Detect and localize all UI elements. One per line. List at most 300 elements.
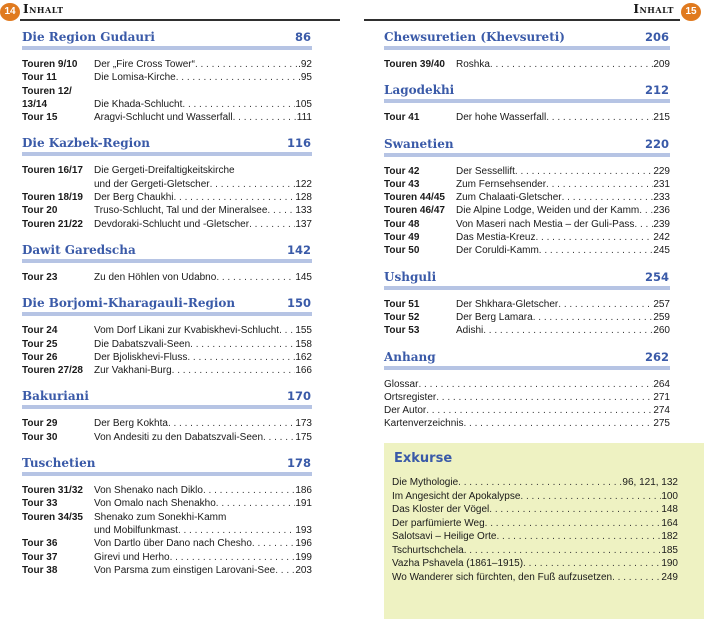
toc-right [384, 30, 670, 443]
toc-entry[interactable] [22, 204, 312, 217]
tour-label: Touren 39/40 [384, 59, 445, 70]
entry-page: 215 [653, 112, 670, 124]
toc-entry[interactable] [22, 58, 312, 71]
section-title: Swanetien [384, 136, 454, 151]
toc-entry[interactable] [384, 324, 670, 337]
toc-entry[interactable] [22, 71, 312, 84]
toc-entry[interactable] [22, 484, 312, 497]
tour-label: Tour 24 [22, 325, 58, 337]
tour-label: Tour 11 [22, 72, 57, 84]
exkurs-page: 185 [661, 544, 678, 556]
entry-body [384, 378, 670, 391]
entry-title: Von Andesiti zu den Dabatszvali-Seen [94, 431, 263, 443]
leader-dots [249, 218, 295, 231]
toc-entry[interactable] [22, 551, 312, 564]
toc-entry[interactable] [384, 298, 670, 311]
section-page: 116 [286, 136, 311, 151]
leader-dots [182, 98, 295, 111]
entry-title: Das Mestia-Kreuz [456, 232, 536, 244]
header-rule [20, 19, 340, 21]
entry-title: Von Maseri nach Mestia – der Guli-Pass [456, 218, 635, 230]
tour-label: Touren 16/17 [22, 165, 83, 177]
entry-page: 271 [653, 391, 670, 403]
tour-label: Tour 43 [384, 178, 420, 190]
exkurs-entry[interactable] [392, 490, 678, 504]
leader-dots [426, 404, 653, 417]
entry-page: 173 [295, 418, 312, 430]
running-head: Inhalt [633, 2, 674, 16]
tour-label: Tour 20 [22, 205, 58, 217]
tour-label: Touren 34/35 [22, 511, 83, 523]
section-heading[interactable] [22, 389, 312, 409]
entry-title: Der Bjoliskhevi-Fluss [94, 351, 188, 363]
entry-title: Zum Chalaati-Gletscher [456, 192, 562, 204]
exkurs-entry[interactable] [392, 530, 678, 544]
leader-dots [178, 524, 295, 537]
toc-entry[interactable] [384, 111, 670, 124]
toc-entry[interactable] [22, 417, 312, 430]
leader-dots [176, 71, 298, 84]
leader-dots [634, 218, 653, 231]
leader-dots [558, 298, 653, 311]
section-entries [384, 111, 670, 124]
section-page: 212 [644, 83, 669, 98]
exkurs-title: Salotsavi – Heilige Orte [392, 531, 497, 542]
leader-dots [190, 338, 295, 351]
toc-entry[interactable] [22, 178, 312, 191]
toc-entry[interactable] [384, 417, 670, 430]
entry-body [94, 511, 312, 524]
toc-entry[interactable] [22, 164, 312, 177]
leader-dots [497, 530, 662, 544]
leader-dots [267, 204, 295, 217]
entry-page: 264 [653, 378, 670, 390]
tour-label: 13/14 [22, 98, 48, 110]
leader-dots [418, 378, 653, 391]
entry-title: Der Berg Lamara [456, 311, 533, 323]
section-entries [22, 324, 312, 377]
entry-body [94, 417, 312, 430]
tour-label: Tour 37 [22, 551, 58, 563]
toc-entry[interactable] [22, 271, 312, 284]
entry-title: Kartenverzeichnis [384, 418, 464, 430]
section-title: Chewsuretien (Khevsureti) [384, 30, 565, 44]
toc-entry[interactable] [22, 111, 312, 124]
left-page [0, 0, 340, 619]
entry-body [456, 311, 670, 324]
entry-body [94, 338, 312, 351]
section-entries [384, 165, 670, 258]
leader-dots [463, 417, 653, 430]
entry-title: Von Shenako nach Diklo [94, 485, 203, 497]
entry-title: Der Shkhara-Gletscher [456, 298, 559, 310]
entry-title: Glossar [384, 378, 419, 390]
section-entries [22, 484, 312, 577]
entry-body [94, 164, 312, 177]
entry-body [456, 191, 670, 204]
toc-entry[interactable] [22, 338, 312, 351]
leader-dots [485, 517, 662, 531]
section-entries [22, 164, 312, 230]
section-title: Die Kazbek-Region [22, 136, 150, 151]
entry-page: 193 [295, 524, 312, 536]
entry-body [94, 364, 312, 377]
exkurs-page: 190 [661, 558, 678, 569]
exkurs-page: 249 [661, 571, 678, 583]
exkurs-title: Vazha Pshavela (1861–1915) [392, 558, 524, 569]
toc-entry[interactable] [384, 218, 670, 231]
section-title: Die Region Gudauri [22, 30, 155, 44]
tour-label [22, 178, 94, 191]
entry-title: Vom Dorf Likani zur Kvabiskhevi-Schlucht [94, 325, 280, 337]
toc-left [22, 30, 312, 589]
entry-page: 239 [653, 218, 670, 230]
entry-body [94, 497, 312, 510]
entry-page: 245 [653, 245, 670, 257]
section-title: Bakuriani [22, 389, 89, 404]
tour-label: Tour 42 [384, 165, 420, 177]
section-page: 170 [286, 389, 311, 404]
entry-title: und der Gergeti-Gletscher [94, 178, 210, 190]
toc-entry[interactable] [384, 244, 670, 257]
toc-entry[interactable] [22, 218, 312, 231]
entry-body [94, 524, 312, 537]
section-entries [384, 298, 670, 338]
entry-body [384, 391, 670, 404]
section-heading[interactable] [384, 350, 670, 370]
entry-page: 137 [295, 218, 312, 230]
toc-entry[interactable] [384, 178, 670, 191]
entry-title: Girevi und Herho [94, 551, 170, 563]
entry-body [384, 404, 670, 417]
tour-label: Tour 53 [384, 325, 420, 337]
entry-page: 274 [653, 405, 670, 417]
exkurs-entry[interactable] [392, 476, 678, 490]
toc-entry[interactable] [384, 391, 670, 404]
tour-label: Tour 30 [22, 431, 58, 443]
entry-body [94, 351, 312, 364]
entry-page: 111 [296, 112, 312, 124]
entry-body [456, 218, 670, 231]
entry-page: 209 [653, 59, 670, 70]
entry-page: 203 [295, 564, 312, 576]
entry-page: 259 [653, 311, 670, 323]
tour-label: Tour 41 [384, 112, 420, 124]
entry-page: 199 [295, 551, 312, 563]
tour-label: Tour 38 [22, 564, 58, 576]
entry-title: Der Berg Kokhta [94, 418, 168, 430]
tour-label: Touren 9/10 [22, 59, 78, 70]
leader-dots [489, 503, 661, 517]
section-entries [22, 58, 312, 124]
tour-label: Tour 23 [22, 271, 58, 283]
entry-body [456, 204, 670, 217]
entry-body [94, 271, 312, 284]
entry-title: Die Gergeti-Dreifaltigkeitskirche [94, 165, 235, 177]
exkurs-title: Tschurtschchela [392, 544, 464, 556]
tour-label: Tour 50 [384, 245, 420, 257]
exkurs-entry[interactable] [392, 557, 678, 571]
tour-label: Touren 46/47 [384, 205, 445, 217]
entry-title: Der Sessellift [456, 165, 515, 177]
entry-page: 145 [295, 271, 312, 283]
exkurs-title: Das Kloster der Vögel [392, 504, 490, 515]
tour-label: Tour 36 [22, 538, 58, 550]
page-gutter [340, 0, 364, 619]
entry-body [456, 111, 670, 124]
section-heading[interactable] [22, 243, 312, 263]
entry-body [94, 58, 312, 71]
section-entries [22, 417, 312, 444]
exkurse-title: Exkurse [394, 451, 453, 466]
entry-page: 175 [295, 431, 312, 443]
entry-body [456, 178, 670, 191]
entry-page: 155 [295, 325, 312, 337]
toc-entry[interactable] [384, 58, 670, 71]
entry-title: Aragvi-Schlucht und Wasserfall [94, 112, 233, 124]
leader-dots [263, 431, 295, 444]
entry-title: Die Lomisa-Kirche [94, 72, 176, 84]
toc-entry[interactable] [22, 85, 312, 98]
exkurs-entry[interactable] [392, 503, 678, 517]
exkurs-page: 148 [661, 504, 678, 515]
section-title: Tuschetien [22, 456, 96, 471]
toc-entry[interactable] [22, 564, 312, 577]
toc-entry[interactable] [22, 497, 312, 510]
tour-label: Touren 18/19 [22, 192, 83, 204]
exkurse-box [384, 443, 704, 619]
entry-title: Von Parsma zum einstigen Larovani-See [94, 564, 276, 576]
entry-body [94, 178, 312, 191]
section-heading[interactable] [22, 30, 312, 50]
exkurs-title: Der parfümierte Weg [392, 517, 485, 529]
toc-entry[interactable] [22, 524, 312, 537]
toc-entry[interactable] [384, 404, 670, 417]
toc-entry[interactable] [22, 364, 312, 377]
entry-title: Adishi [456, 325, 484, 337]
entry-page: 166 [295, 365, 312, 377]
tour-label: Tour 52 [384, 311, 420, 323]
tour-label: Tour 49 [384, 232, 420, 244]
tour-label: Tour 48 [384, 218, 420, 230]
exkurs-entry[interactable] [392, 571, 678, 585]
exkurs-entry[interactable] [392, 517, 678, 531]
leader-dots [233, 111, 297, 124]
entry-title: Der Coruldi-Kamm [456, 245, 539, 257]
entry-title: Die Alpine Lodge, Weiden und der Kamm [456, 205, 640, 217]
entry-body [94, 537, 312, 550]
entry-page: 260 [653, 325, 670, 337]
entry-title: Shenako zum Sonekhi-Kamm [94, 511, 227, 523]
toc-entry[interactable] [22, 431, 312, 444]
leader-dots [252, 537, 295, 550]
toc-entry[interactable] [22, 537, 312, 550]
section-page: 220 [644, 136, 669, 151]
exkurs-page: 182 [661, 531, 678, 542]
entry-title: Der Autor [384, 405, 427, 417]
entry-page: 257 [653, 298, 670, 310]
section-page: 142 [286, 242, 311, 257]
entry-title: Von Dartlo über Dano nach Chesho [94, 538, 252, 550]
entry-body [456, 298, 670, 311]
section-heading[interactable] [22, 456, 312, 476]
entry-title: Zur Vakhani-Burg [94, 365, 172, 377]
leader-dots [275, 564, 295, 577]
leader-dots [539, 244, 654, 257]
section-page: 254 [644, 269, 669, 284]
exkurs-page: 164 [661, 517, 678, 529]
entry-page: 242 [653, 232, 670, 244]
exkurse-list [392, 476, 678, 584]
entry-title: Die Khada-Schlucht [94, 98, 183, 110]
section-heading[interactable] [384, 270, 670, 290]
entry-title: Der Berg Chaukhi [94, 192, 174, 204]
leader-dots [168, 417, 295, 430]
entry-body [456, 244, 670, 257]
entry-body [94, 85, 312, 98]
right-page-header [364, 0, 704, 22]
toc-entry[interactable] [384, 231, 670, 244]
section-heading[interactable] [384, 137, 670, 157]
entry-body [94, 551, 312, 564]
toc-entry[interactable] [384, 378, 670, 391]
section-page: 178 [286, 456, 311, 471]
section-heading[interactable] [384, 83, 670, 103]
entry-page: .95 [298, 72, 312, 84]
entry-page: 158 [295, 338, 312, 350]
leader-dots [533, 311, 654, 324]
exkurs-page: 96, 121, 132 [622, 477, 678, 488]
entry-body [94, 564, 312, 577]
entry-page: 162 [295, 351, 312, 363]
toc-entry[interactable] [22, 351, 312, 364]
tour-label: Tour 25 [22, 338, 58, 350]
leader-dots [216, 497, 296, 510]
section-entries [384, 378, 670, 431]
entry-page: 105 [295, 98, 312, 110]
section-title: Anhang [384, 349, 436, 364]
toc-entry[interactable] [22, 511, 312, 524]
tour-label: Tour 29 [22, 418, 58, 430]
entry-body [94, 191, 312, 204]
entry-title: Devdoraki-Schlucht und -Gletscher [94, 218, 250, 230]
entry-page: 231 [653, 178, 670, 190]
section-heading[interactable] [22, 136, 312, 156]
leader-dots [535, 231, 653, 244]
toc-entry[interactable] [384, 191, 670, 204]
entry-title: und Mobilfunkmast [94, 524, 178, 536]
section-page: 150 [286, 296, 311, 311]
entry-body [384, 417, 670, 430]
tour-label: Touren 27/28 [22, 365, 83, 377]
entry-page: 275 [653, 418, 670, 430]
exkurs-title: Die Mythologie [392, 477, 459, 488]
entry-title: Die Dabatszvali-Seen [94, 338, 191, 350]
section-heading[interactable] [384, 30, 670, 50]
toc-entry[interactable] [384, 165, 670, 178]
toc-entry[interactable] [384, 311, 670, 324]
page-number-badge: 14 [0, 3, 20, 21]
leader-dots [562, 191, 654, 204]
entry-body [456, 165, 670, 178]
entry-page: 191 [295, 498, 312, 510]
entry-body [94, 218, 312, 231]
tour-label: Touren 31/32 [22, 485, 83, 497]
leader-dots [436, 391, 653, 404]
leader-dots [546, 111, 653, 124]
entry-title: Der hohe Wasserfall [456, 112, 547, 124]
toc-entry[interactable] [22, 191, 312, 204]
leader-dots [279, 324, 295, 337]
leader-dots [216, 271, 295, 284]
leader-dots [546, 178, 653, 191]
entry-body [456, 58, 670, 71]
entry-title: Truso-Schlucht, Tal und der Mineralsee [94, 205, 268, 217]
section-page: 86 [294, 30, 311, 44]
section-title: Die Borjomi-Kharagauli-Region [22, 296, 236, 311]
tour-label: Touren 44/45 [384, 192, 445, 204]
entry-title: Von Omalo nach Shenakho [94, 498, 216, 510]
leader-dots [515, 165, 653, 178]
entry-title: Zu den Höhlen von Udabno [94, 271, 217, 283]
leader-dots [490, 58, 653, 71]
entry-title: Ortsregister [384, 391, 437, 403]
section-title: Dawit Garedscha [22, 242, 136, 257]
leader-dots [203, 484, 295, 497]
entry-page: 133 [295, 205, 312, 217]
page-number-badge: 15 [681, 3, 701, 21]
exkurs-page: 100 [661, 490, 678, 502]
leader-dots [195, 58, 298, 71]
entry-body [94, 324, 312, 337]
section-entries [22, 271, 312, 284]
entry-title: Zum Fernsehsender [456, 178, 547, 190]
entry-page: 229 [653, 165, 670, 177]
leader-dots [520, 490, 661, 504]
leader-dots [170, 551, 296, 564]
entry-body [94, 431, 312, 444]
section-page: 262 [644, 349, 669, 364]
entry-body [94, 71, 312, 84]
entry-body [94, 98, 312, 111]
toc-entry[interactable] [22, 324, 312, 337]
entry-body [94, 111, 312, 124]
section-entries [384, 58, 670, 71]
entry-page: 236 [653, 205, 670, 217]
toc-entry[interactable] [22, 98, 312, 111]
left-page-header [0, 0, 340, 22]
section-title: Ushguli [384, 269, 437, 284]
entry-body [94, 204, 312, 217]
section-heading[interactable] [22, 296, 312, 316]
entry-page: 122 [295, 178, 312, 190]
tour-label: Touren 12/ [22, 85, 72, 97]
leader-dots [210, 178, 296, 191]
tour-label: Tour 51 [384, 298, 420, 310]
exkurs-title: Im Angesicht der Apokalypse [392, 490, 521, 502]
tour-label: Tour 26 [22, 351, 58, 363]
leader-dots [458, 476, 622, 490]
leader-dots [173, 191, 295, 204]
leader-dots [187, 351, 295, 364]
toc-entry[interactable] [384, 204, 670, 217]
entry-page: 186 [295, 485, 312, 497]
exkurs-entry[interactable] [392, 544, 678, 558]
leader-dots [172, 364, 296, 377]
exkurs-title: Wo Wanderer sich fürchten, den Fuß aufzusetzen [392, 571, 613, 583]
leader-dots [483, 324, 653, 337]
running-head: Inhalt [23, 2, 64, 16]
